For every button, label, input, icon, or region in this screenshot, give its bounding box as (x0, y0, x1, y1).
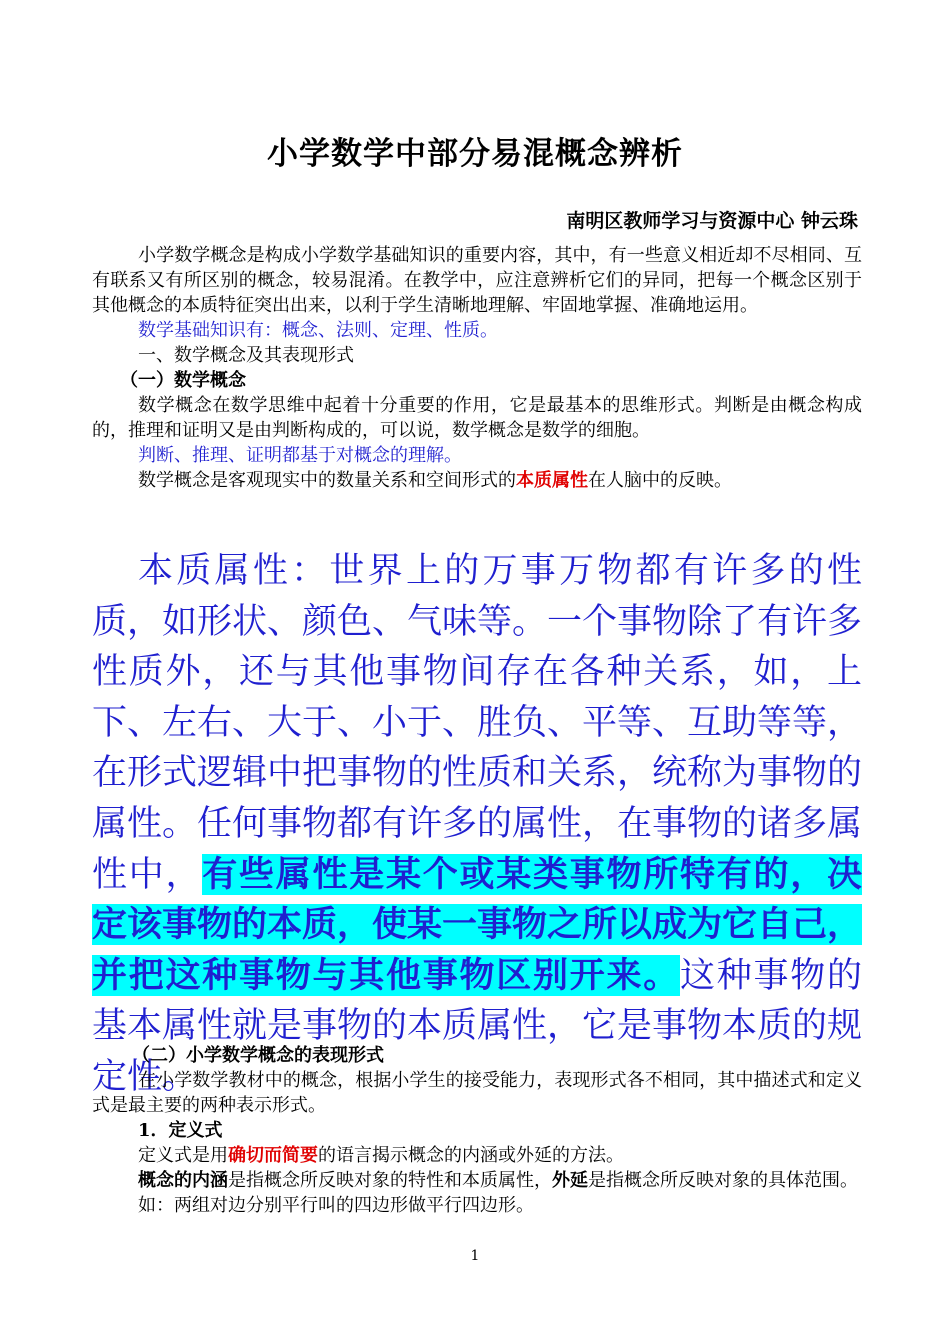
connotation-paragraph (92, 1168, 862, 1193)
essence-tail: 这种事物的基本属性就是事物的本质属性，它是事物本质的规定性。 (92, 955, 863, 1097)
essence-main: 本质属性：世界上的万事万物都有许多的性质，如形状、颜色、气味等。一个事物除了有许多性质外，还与其他事物间存在各种关系，如，上下、左右、大于、小于、胜负、平等、互助等等，在形式逻辑中把事物的性质和关系，统称为事物的属性。任何事物都有许多的属性，在事物的诸多属性中， (92, 551, 863, 895)
item1-paragraph (92, 1143, 862, 1168)
extension-label: 外延 (552, 1170, 588, 1191)
sub1-heading: （一）数学概念 (120, 370, 246, 391)
section1-heading: 一、数学概念及其表现形式 (138, 345, 354, 366)
extension-text: 是指概念所反映对象的具体范围。 (588, 1170, 858, 1191)
sub2-heading: （二）小学数学概念的表现形式 (132, 1045, 384, 1066)
intro-section (92, 243, 862, 493)
essence-section (92, 546, 862, 1103)
section2 (92, 1043, 862, 1218)
basics-note: 数学基础知识有：概念、法则、定理、性质。 (138, 320, 498, 341)
page-number: 1 (470, 1248, 480, 1264)
example-line: 如：两组对边分别平行叫的四边形做平行四边形。 (138, 1195, 534, 1216)
item1-heading: 1．定义式 (138, 1120, 223, 1141)
definition-prefix: 数学概念是客观现实中的数量关系和空间形式的 (138, 470, 516, 491)
connotation-label: 概念的内涵 (138, 1170, 228, 1191)
item1-suffix: 的语言揭示概念的内涵或外延的方法。 (318, 1145, 624, 1166)
definition-suffix: 在人脑中的反映。 (588, 470, 732, 491)
intro-paragraph: 小学数学概念是构成小学数学基础知识的重要内容，其中，有一些意义相近却不尽相同、互有联系又有所区别的概念，较易混淆。在教学中，应注意辨析它们的异同，把每一个概念区别于其他概念的本质特征突出出来，以利于学生清晰地理解、牢固地掌握、准确地运用。 (92, 245, 862, 316)
definition-emphasis: 本质属性 (516, 470, 588, 491)
item1-prefix: 定义式是用 (138, 1145, 228, 1166)
item1-emphasis: 确切而简要 (228, 1145, 318, 1166)
essence-highlight: 有些属性是某个或某类事物所特有的，决定该事物的本质，使某一事物之所以成为它自己，并把这种事物与其他事物区别开来。 (92, 853, 863, 996)
sub1-paragraph: 数学概念在数学思维中起着十分重要的作用，它是最基本的思维形式。判断是由概念构成的，推理和证明又是由判断构成的，可以说，数学概念是数学的细胞。 (92, 395, 862, 441)
essence-paragraph (92, 546, 862, 1103)
connotation-text: 是指概念所反映对象的特性和本质属性， (228, 1170, 552, 1191)
definition-paragraph (92, 468, 862, 493)
sub1-note: 判断、推理、证明都基于对概念的理解。 (138, 445, 462, 466)
sub2-paragraph: 在小学数学教材中的概念，根据小学生的接受能力，表现形式各不相同，其中描述式和定义式是最主要的两种表示形式。 (92, 1070, 862, 1116)
author-line: 南明区教师学习与资源中心 钟云珠 (566, 210, 858, 232)
page-title: 小学数学中部分易混概念辨析 (267, 136, 683, 172)
